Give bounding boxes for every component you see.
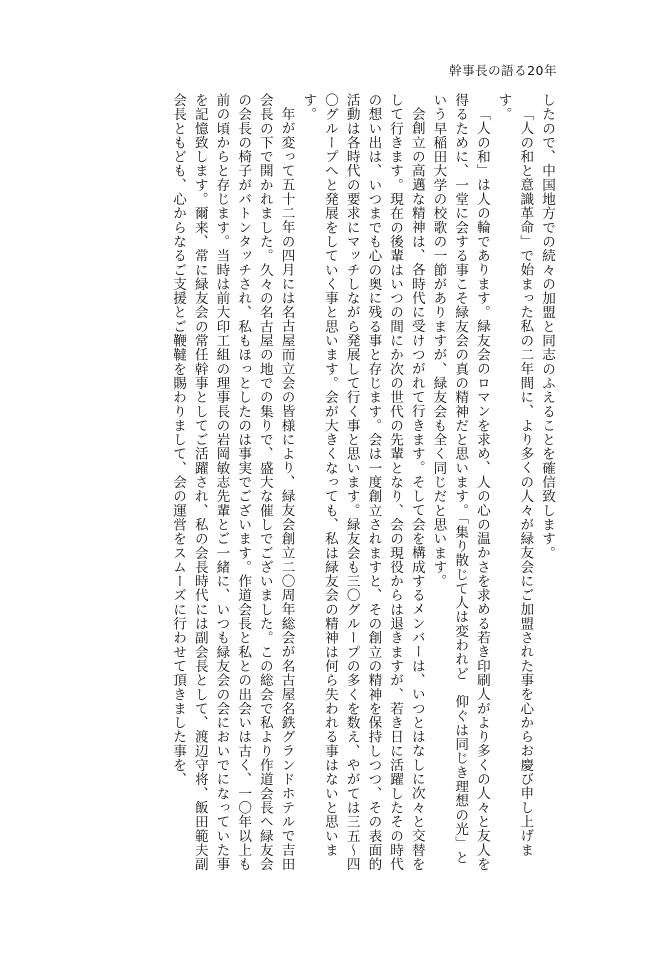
paragraph-4: 会創立の高邁な精神は、各時代に受けつがれて行きます。そして会を構成するメンバーは、いつとはなしに次々と交替をして行きます。現在の後輩はいつの間にか次の世代の先輩となり、会の現役からは退きますが、若き日に活躍したその時代の想い出は、いつまでも心の奥に残る事と存じます。会は一度創立されますと、その創立の精神を保持しつつ、その表面的活動は各時代の要求にマッチしながら発展して行く事と思います。緑友会も三〇グループの多くを数え、やがては三五～四〇グループへと発展をしていく事と思います。会が大きくなっても、私は緑友会の精神は何ら失われる事はないと思います。 [300,93,425,872]
paragraph-3: 「人の和」は人の輪であります。緑友会のロマンを求め、人の心の温かさを求める若き印刷人がより多くの人々と友人を得るために、一堂に会する事こそ緑友会の真の精神だと思います。「集り散じて人は変われど 仰ぐは同じき理想の光」という早稲田大学の校歌の一節がありますが、緑友会も全く同じだと思います。 [430,93,490,871]
running-header: 幹事長の語る20年 [449,63,557,78]
paragraph-2: 「人の和と意識革命」で始まった私の二年間に、より多くの人々が緑友会にご加盟された事を心からお慶び申し上げます。 [495,93,534,857]
paragraph-5: 年が変って五十二年の四月には名古屋而立会の皆様により、緑友会創立二〇周年総会が名古屋名鉄グランドホテルで吉田会長の下で開かれました。久々の名古屋の地での集りで、盛大な催しでございました。この総会で私より作道会長へ緑友会の会長の椅子がバトンタッチされ、私もほっとしたのは事実でございます。作道会長と私との出会いは古く、一〇年以上も前の頃からと存じます。当時は前大印工組の理事長の岩岡敏志先輩とご一緒に、いつも緑友会の会においでになっていた事を記憶致します。爾来、常に緑友会の常任幹事としてご活躍され、私の会長時代には副会長として、渡辺守将、飯田範夫副会長ともども、心からなるご支援とご鞭韃を賜わりまして、会の運営をスムーズに行わせて頂きました事を、 [170,93,295,872]
vertical-body-text [79,93,557,873]
paragraph-1: したので、中国地方での続々の加盟と同志のふえることを確信致します。 [539,93,555,560]
